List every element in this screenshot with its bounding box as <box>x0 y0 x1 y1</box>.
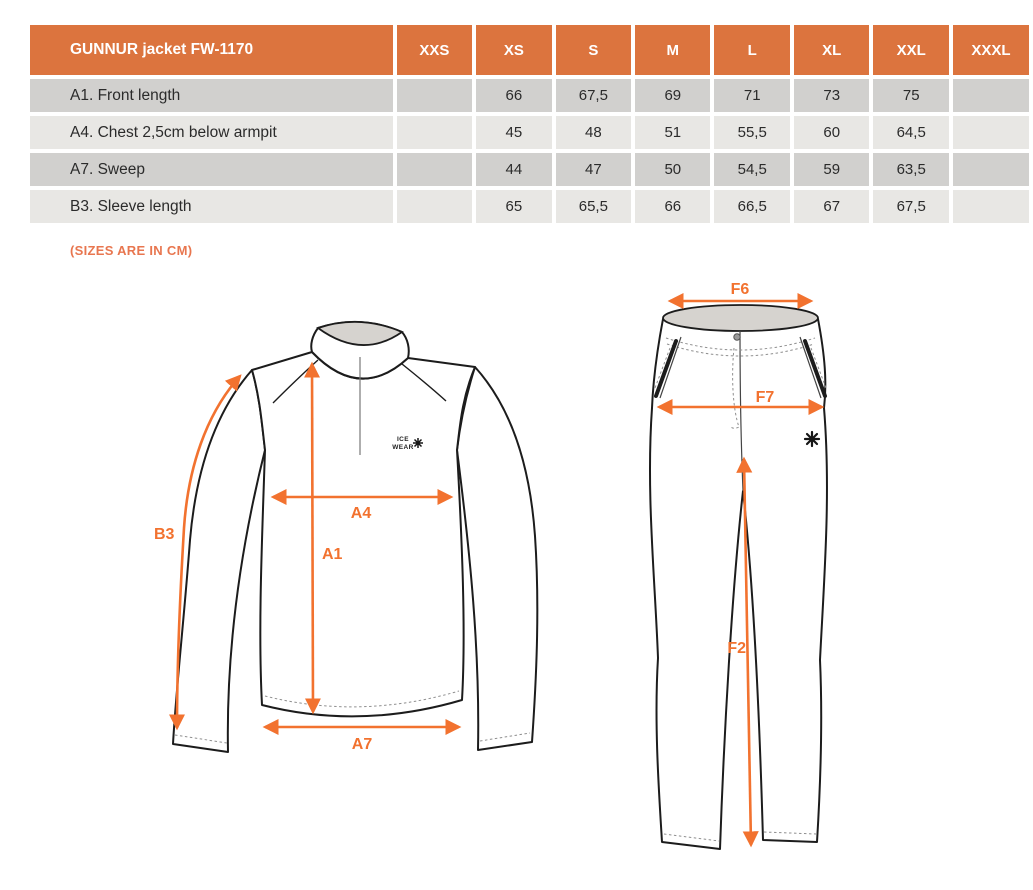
snowflake-icon <box>805 432 819 446</box>
size-value-cell: 50 <box>635 153 710 186</box>
label-a4: A4 <box>350 505 372 522</box>
size-value-cell: 65,5 <box>556 190 632 223</box>
snowflake-icon <box>413 438 423 448</box>
size-value-cell: 66 <box>476 79 551 112</box>
waist-button <box>734 334 740 340</box>
size-value-cell: 48 <box>556 116 632 149</box>
size-header-xxxl: XXXL <box>953 25 1029 75</box>
table-row <box>30 116 1029 149</box>
size-value-cell: 60 <box>794 116 869 149</box>
size-value-cell: 66,5 <box>714 190 790 223</box>
size-header-s: S <box>556 25 632 75</box>
size-header-xxl: XXL <box>873 25 949 75</box>
logo-text-wear: WEAR <box>392 444 414 451</box>
pants-technical-drawing <box>618 278 928 888</box>
size-header-m: M <box>635 25 710 75</box>
arrow-a1-front-length <box>312 364 313 712</box>
size-value-cell: 44 <box>476 153 551 186</box>
label-b3: B3 <box>154 526 175 543</box>
sizes-in-cm-note: (SIZES ARE IN CM) <box>70 243 193 258</box>
size-value-cell: 65 <box>476 190 551 223</box>
size-value-cell: 55,5 <box>714 116 790 149</box>
jacket-outline <box>173 322 537 752</box>
size-value-cell: 66 <box>635 190 710 223</box>
table-row <box>30 79 1029 112</box>
table-title: GUNNUR jacket FW-1170 <box>30 25 393 75</box>
label-a1: A1 <box>322 546 343 563</box>
size-value-cell <box>397 153 473 186</box>
size-value-cell: 64,5 <box>873 116 949 149</box>
size-value-cell <box>397 190 473 223</box>
logo-text-ice: ICE <box>396 436 410 443</box>
measurement-label: B3. Sleeve length <box>30 190 393 223</box>
waist-opening <box>663 305 818 331</box>
table-header-row <box>30 25 1029 75</box>
pants-outline <box>650 305 827 849</box>
size-value-cell <box>953 116 1029 149</box>
label-f2: F2 <box>727 640 746 657</box>
size-header-xxs: XXS <box>397 25 473 75</box>
size-header-l: L <box>714 25 790 75</box>
size-value-cell: 67,5 <box>873 190 949 223</box>
size-value-cell: 47 <box>556 153 632 186</box>
size-header-xl: XL <box>794 25 869 75</box>
size-chart-table <box>26 21 1033 227</box>
size-value-cell: 71 <box>714 79 790 112</box>
jacket-technical-drawing <box>140 300 560 770</box>
size-value-cell: 54,5 <box>714 153 790 186</box>
label-a7: A7 <box>351 736 373 753</box>
size-value-cell <box>953 79 1029 112</box>
label-f6: F6 <box>730 281 750 298</box>
measurement-label: A7. Sweep <box>30 153 393 186</box>
size-value-cell: 45 <box>476 116 551 149</box>
size-value-cell <box>397 79 473 112</box>
label-f7: F7 <box>755 389 775 406</box>
size-value-cell: 67 <box>794 190 869 223</box>
size-value-cell: 75 <box>873 79 949 112</box>
size-value-cell: 63,5 <box>873 153 949 186</box>
size-value-cell <box>397 116 473 149</box>
size-value-cell <box>953 190 1029 223</box>
size-value-cell: 67,5 <box>556 79 632 112</box>
table-row <box>30 190 1029 223</box>
size-header-xs: XS <box>476 25 551 75</box>
size-value-cell: 51 <box>635 116 710 149</box>
table-row <box>30 153 1029 186</box>
measurement-label: A4. Chest 2,5cm below armpit <box>30 116 393 149</box>
size-value-cell: 69 <box>635 79 710 112</box>
measurement-label: A1. Front length <box>30 79 393 112</box>
size-value-cell: 59 <box>794 153 869 186</box>
size-value-cell <box>953 153 1029 186</box>
size-value-cell: 73 <box>794 79 869 112</box>
